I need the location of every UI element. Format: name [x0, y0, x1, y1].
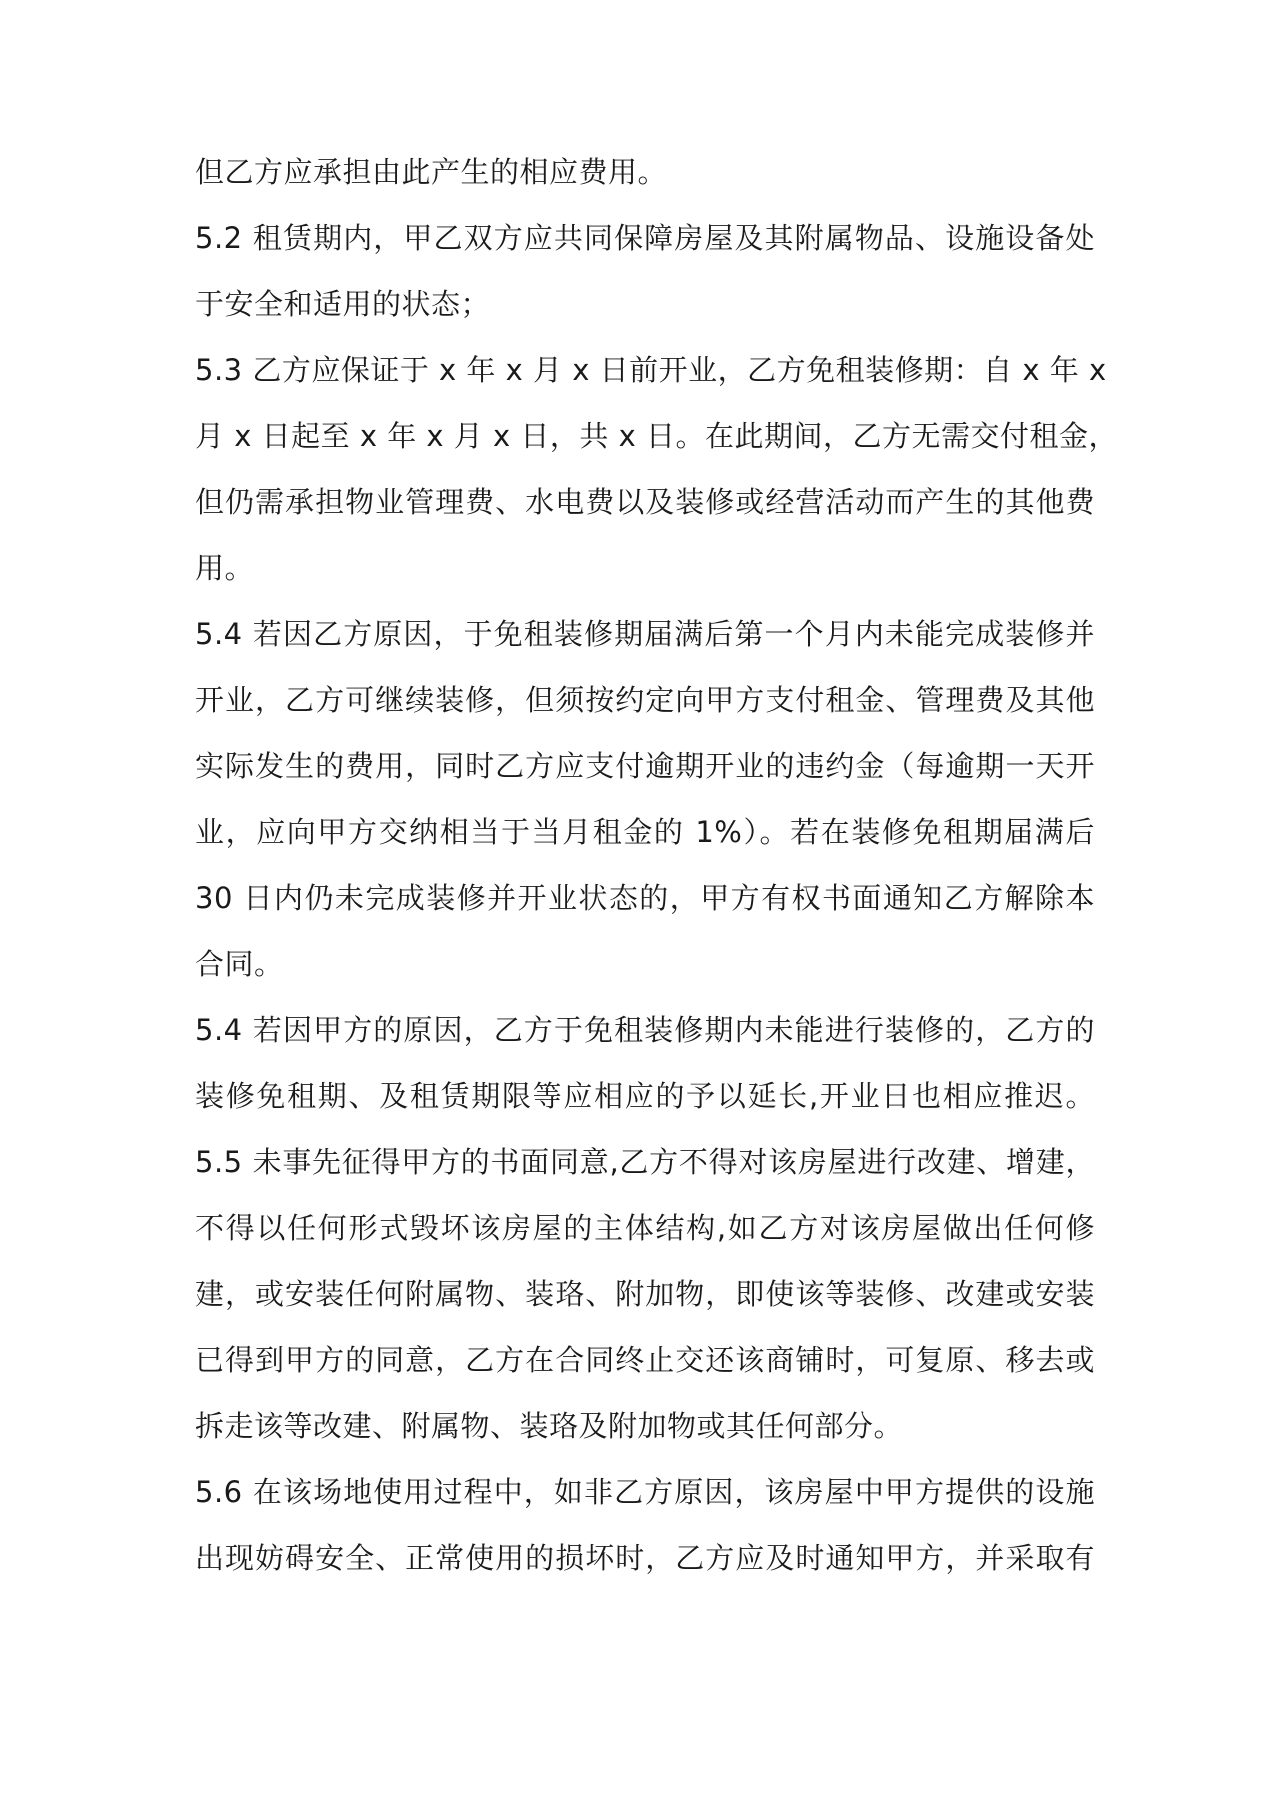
text-line: 用。 [195, 551, 255, 585]
text-line: 但乙方应承担由此产生的相应费用。 [195, 155, 668, 189]
text-line: 月 x 日起至 x 年 x 月 x 日，共 x 日。在此期间，乙方无需交付租金， [195, 419, 1118, 453]
text-line: 不得以任何形式毁坏该房屋的主体结构,如乙方对该房屋做出任何修 [195, 1211, 1095, 1245]
text-line: 5.2 租赁期内，甲乙双方应共同保障房屋及其附属物品、设施设备处 [195, 221, 1095, 255]
text-line: 30 日内仍未完成装修并开业状态的，甲方有权书面通知乙方解除本 [195, 881, 1095, 915]
text-line: 但仍需承担物业管理费、水电费以及装修或经营活动而产生的其他费 [195, 485, 1095, 519]
text-line: 5.4 若因甲方的原因，乙方于免租装修期内未能进行装修的，乙方的 [195, 1013, 1095, 1047]
text-line: 实际发生的费用，同时乙方应支付逾期开业的违约金（每逾期一天开 [195, 749, 1095, 783]
text-line: 5.4 若因乙方原因，于免租装修期届满后第一个月内未能完成装修并 [195, 617, 1095, 651]
text-line: 拆走该等改建、附属物、装珞及附加物或其任何部分。 [195, 1409, 904, 1443]
text-line: 合同。 [195, 947, 284, 981]
text-line: 5.6 在该场地使用过程中，如非乙方原因，该房屋中甲方提供的设施 [195, 1475, 1095, 1509]
text-line: 于安全和适用的状态； [195, 287, 491, 321]
text-line: 业，应向甲方交纳相当于当月租金的 1%）。若在装修免租期届满后 [195, 815, 1095, 849]
text-line: 出现妨碍安全、正常使用的损坏时，乙方应及时通知甲方，并采取有 [195, 1541, 1095, 1575]
text-line: 建，或安装任何附属物、装珞、附加物，即使该等装修、改建或安装 [195, 1277, 1095, 1311]
text-line: 装修免租期、及租赁期限等应相应的予以延长,开业日也相应推迟。 [195, 1079, 1095, 1113]
text-line: 5.5 未事先征得甲方的书面同意,乙方不得对该房屋进行改建、增建， [195, 1145, 1095, 1179]
text-line: 开业，乙方可继续装修，但须按约定向甲方支付租金、管理费及其他 [195, 683, 1095, 717]
text-line: 5.3 乙方应保证于 x 年 x 月 x 日前开业，乙方免租装修期：自 x 年 x [195, 353, 1107, 387]
text-line: 已得到甲方的同意，乙方在合同终止交还该商铺时，可复原、移去或 [195, 1343, 1095, 1377]
